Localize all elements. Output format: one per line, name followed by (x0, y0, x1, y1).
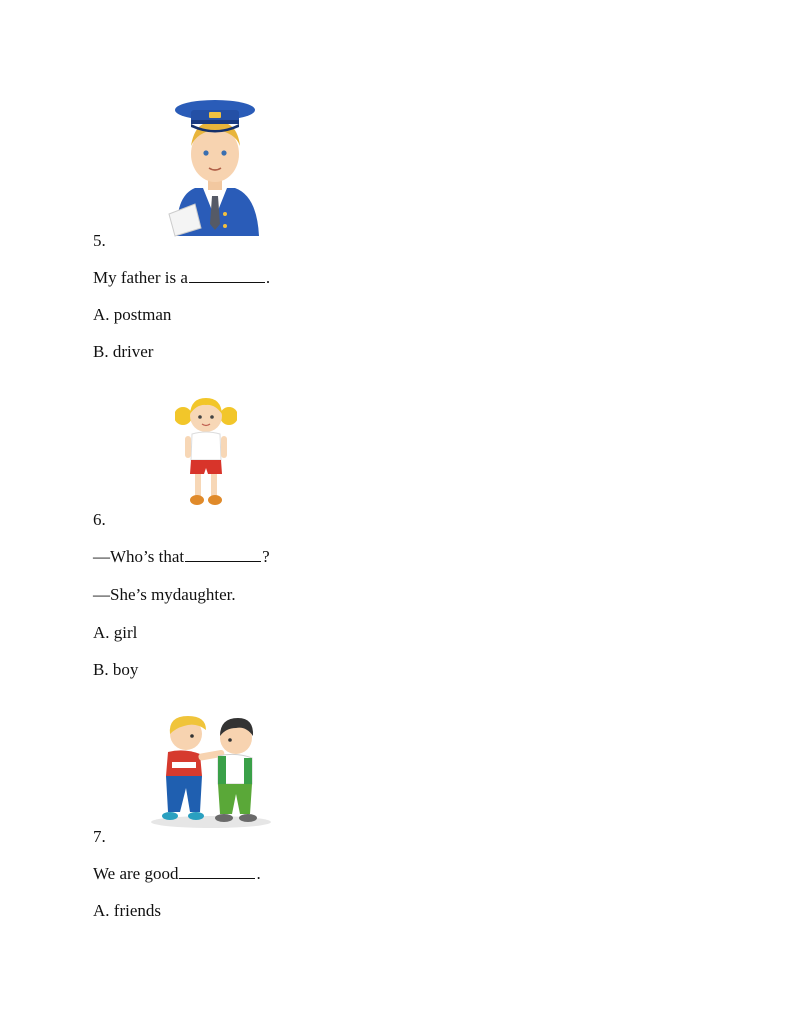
postman-illustration (165, 96, 265, 241)
line-1-text: —Who’s that (93, 547, 185, 566)
question-stem (93, 268, 270, 288)
question-line-1 (93, 547, 270, 567)
answer-blank (185, 547, 261, 562)
answer-blank (179, 864, 255, 879)
question-line-2: —She’s mydaughter. (93, 585, 236, 604)
question-stem (93, 864, 261, 884)
question-number: 7. (93, 827, 106, 846)
option-a: A. postman (93, 305, 172, 324)
two-boys-friends-illustration (148, 712, 274, 830)
stem-end: . (265, 268, 271, 287)
girl-illustration (175, 394, 237, 510)
option-b: B. driver (93, 342, 154, 361)
stem-text: My father is a (93, 268, 188, 287)
line-1-end: ? (262, 547, 270, 566)
stem-text: We are good (93, 864, 179, 883)
question-number: 5. (93, 231, 106, 250)
option-b: B. boy (93, 660, 139, 679)
question-number: 6. (93, 510, 106, 529)
stem-end: . (256, 864, 261, 883)
answer-blank (189, 268, 265, 283)
option-a: A. friends (93, 901, 161, 920)
option-a: A. girl (93, 623, 138, 642)
